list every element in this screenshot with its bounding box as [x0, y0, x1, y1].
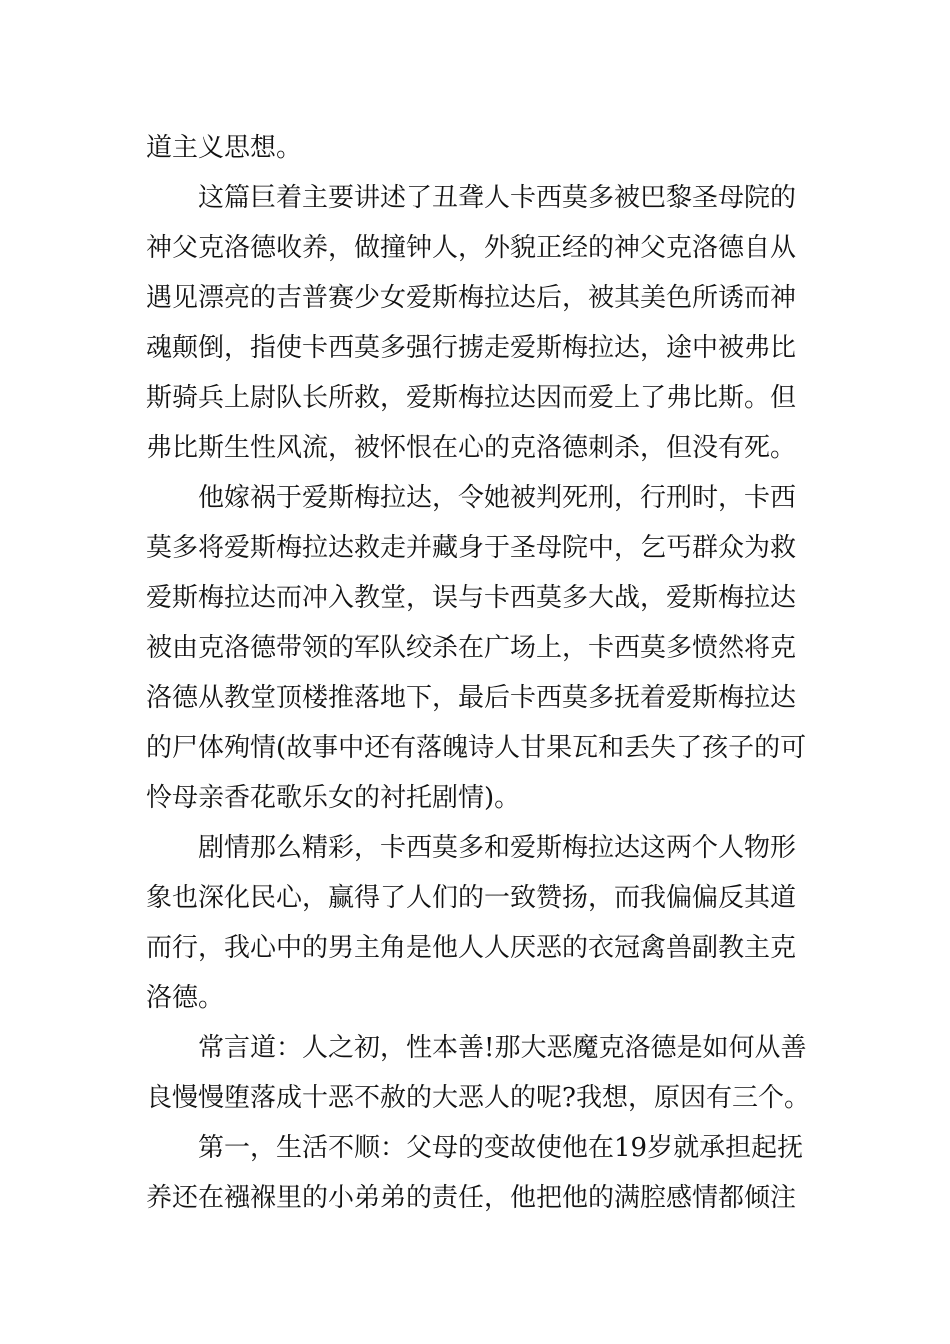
text-line: 这篇巨着主要讲述了丑聋人卡西莫多被巴黎圣母院的 — [146, 183, 797, 213]
text-line: 道主义思想。 — [146, 133, 303, 163]
text-line: 象也深化民心，赢得了人们的一致赞扬，而我偏偏反其道 — [146, 883, 797, 913]
text-line: 他嫁祸于爱斯梅拉达，令她被判死刑，行刑时，卡西 — [146, 483, 797, 513]
text-line: 斯骑兵上尉队长所救，爱斯梅拉达因而爱上了弗比斯。但 — [146, 383, 797, 413]
text-line: 剧情那么精彩，卡西莫多和爱斯梅拉达这两个人物形 — [146, 833, 797, 863]
text-line: 神父克洛德收养，做撞钟人，外貌正经的神父克洛德自从 — [146, 233, 797, 263]
text-line: 爱斯梅拉达而冲入教堂，误与卡西莫多大战，爱斯梅拉达 — [146, 583, 797, 613]
text-line: 弗比斯生性风流，被怀恨在心的克洛德刺杀，但没有死。 — [146, 433, 797, 463]
text-line: 的尸体殉情(故事中还有落魄诗人甘果瓦和丢失了孩子的可 — [146, 733, 807, 763]
text-line: 第一，生活不顺：父母的变故使他在19岁就承担起抚 — [146, 1133, 804, 1163]
text-line: 良慢慢堕落成十恶不赦的大恶人的呢?我想，原因有三个。 — [146, 1083, 810, 1113]
text-line: 莫多将爱斯梅拉达救走并藏身于圣母院中，乞丐群众为救 — [146, 533, 797, 563]
text-line: 常言道：人之初，性本善!那大恶魔克洛德是如何从善 — [146, 1033, 807, 1063]
text-line: 而行，我心中的男主角是他人人厌恶的衣冠禽兽副教主克 — [146, 933, 797, 963]
text-line: 洛德从教堂顶楼推落地下，最后卡西莫多抚着爱斯梅拉达 — [146, 683, 797, 713]
text-line: 魂颠倒，指使卡西莫多强行掳走爱斯梅拉达，途中被弗比 — [146, 333, 797, 363]
text-line: 遇见漂亮的吉普赛少女爱斯梅拉达后，被其美色所诱而神 — [146, 283, 797, 313]
text-line: 怜母亲香花歌乐女的衬托剧情)。 — [146, 783, 521, 813]
text-line: 养还在襁褓里的小弟弟的责任，他把他的满腔感情都倾注 — [146, 1183, 797, 1213]
text-line: 被由克洛德带领的军队绞杀在广场上，卡西莫多愤然将克 — [146, 633, 797, 663]
text-line: 洛德。 — [146, 983, 225, 1013]
